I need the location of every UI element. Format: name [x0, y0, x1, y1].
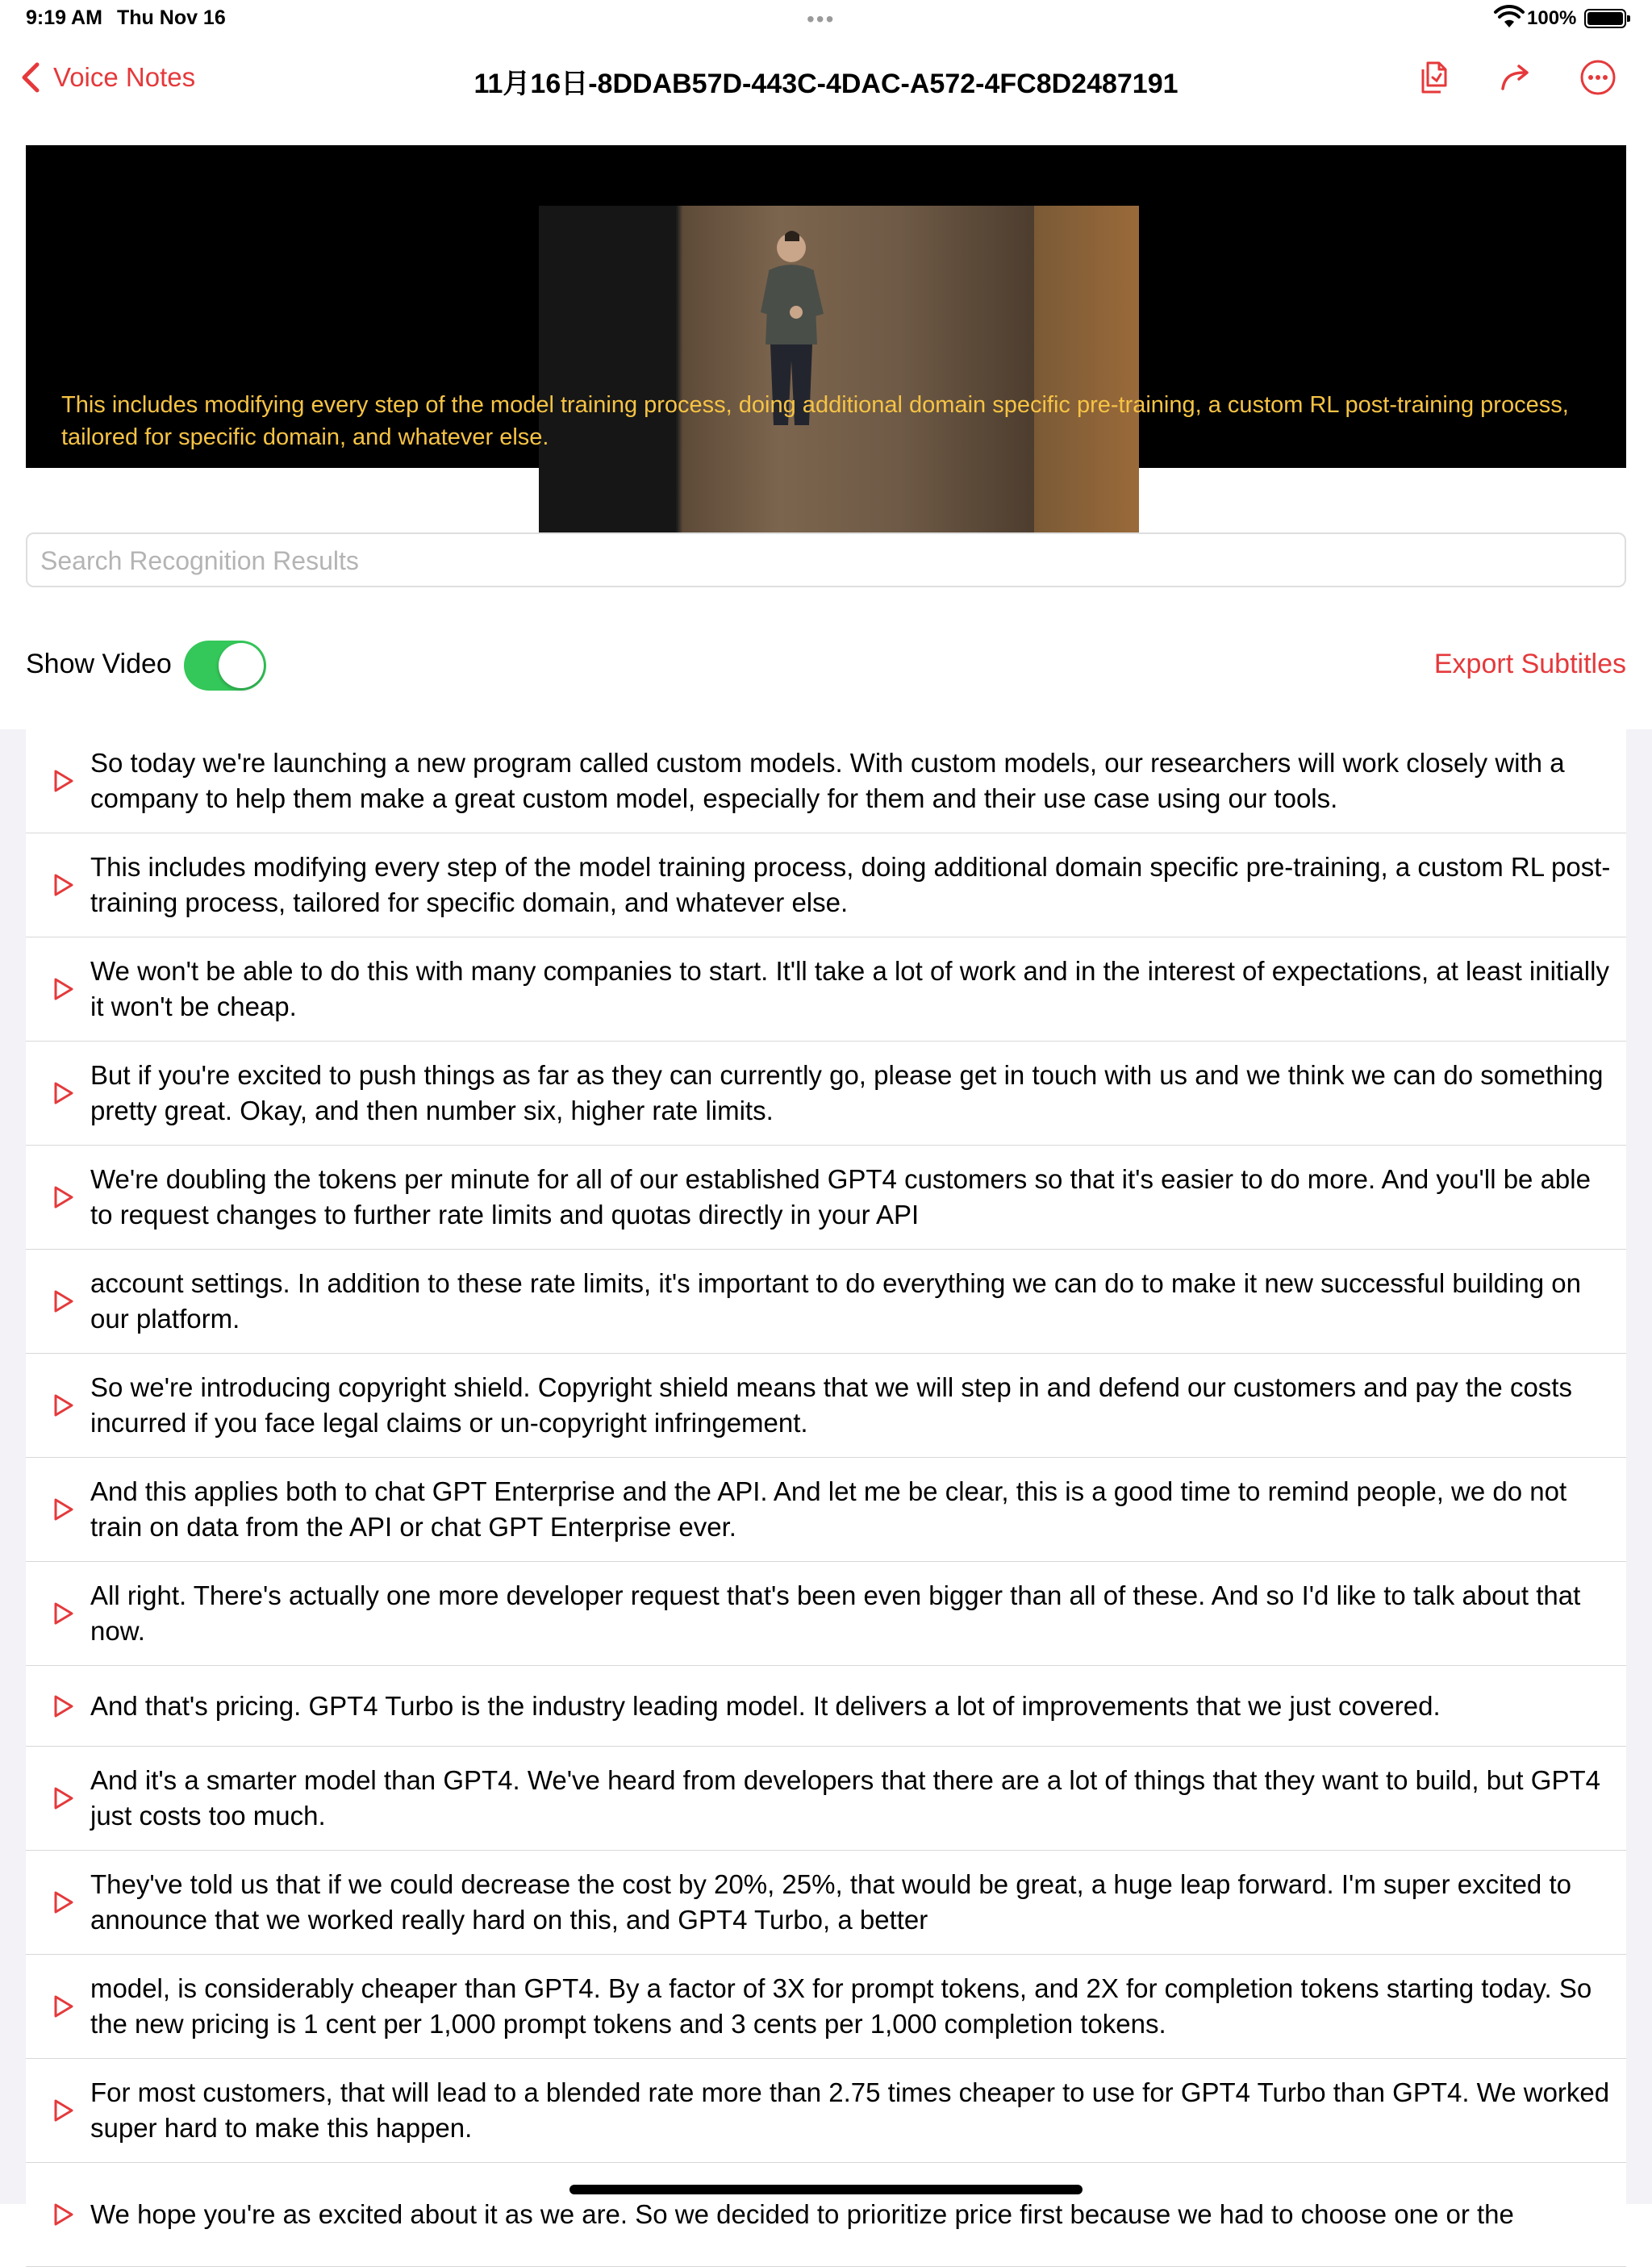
chevron-left-icon: [19, 61, 42, 94]
transcript-row[interactable]: [26, 2163, 1626, 2267]
toggle-knob: [219, 643, 264, 688]
play-icon[interactable]: [53, 1497, 74, 1522]
back-button[interactable]: [19, 60, 195, 95]
transcript-row[interactable]: [26, 833, 1626, 937]
transcript-text: And this applies both to chat GPT Enterprise and the API. And let me be clear, this is a good time to remind people, we do not train on data from the API or chat GPT Enterprise ever.: [90, 1476, 1567, 1542]
show-video-label: Show Video: [26, 649, 172, 679]
transcript-row[interactable]: [26, 729, 1626, 833]
play-icon[interactable]: [53, 1786, 74, 1810]
transcript-row[interactable]: [26, 1458, 1626, 1562]
share-button[interactable]: [1496, 56, 1538, 98]
back-button-label: Voice Notes: [53, 62, 196, 92]
search-input[interactable]: [39, 534, 1607, 587]
play-icon[interactable]: [53, 769, 74, 793]
play-icon[interactable]: [53, 1289, 74, 1313]
play-icon[interactable]: [53, 1185, 74, 1209]
transcript-text: model, is considerably cheaper than GPT4. By a factor of 3X for prompt tokens, and 2X for completion tokens starting today. So the new pricing is 1 cent per 1,000 prompt tokens and 3 cents per 1,000 completion tokens.: [90, 1973, 1592, 2039]
transcript-row[interactable]: [26, 1250, 1626, 1354]
battery-percent: 100%: [1527, 7, 1577, 29]
copy-doc-icon: [1415, 56, 1457, 98]
transcript-text: But if you're excited to push things as far as they can currently go, please get in touch with us and we think we can do something pretty great. Okay, and then number six, higher rate limits.: [90, 1060, 1604, 1125]
transcript-row[interactable]: [26, 1955, 1626, 2059]
transcript-row[interactable]: [26, 1146, 1626, 1250]
transcript-row[interactable]: [26, 1666, 1626, 1747]
wifi-icon: [1495, 6, 1524, 29]
transcript-text: We won't be able to do this with many companies to start. It'll take a lot of work and in the interest of expectations, at least initially it won't be cheap.: [90, 956, 1609, 1021]
play-icon[interactable]: [53, 1890, 74, 1914]
play-icon[interactable]: [53, 2098, 74, 2123]
transcript-text: They've told us that if we could decrease the cost by 20%, 25%, that would be great, a huge leap forward. I'm super excited to announce that we worked really hard on this, and GPT4 Turbo, a better: [90, 1869, 1571, 1935]
more-ellipsis-icon: [1577, 56, 1619, 98]
export-subtitles-button[interactable]: Export Subtitles: [1433, 649, 1626, 679]
video-subtitle: This includes modifying every step of the model training process, doing additional domain specific pre-training, a custom RL post-training process, tailored for specific domain, and whatever else.: [61, 392, 1569, 450]
transcript-text: We hope you're as excited about it as we are. So we decided to prioritize price first because we had to choose one or the: [90, 2199, 1514, 2229]
transcript-text: For most customers, that will lead to a blended rate more than 2.75 times cheaper to use for GPT4 Turbo than GPT4. We worked super hard to make this happen.: [90, 2077, 1610, 2143]
transcript-row[interactable]: [26, 1562, 1626, 1666]
transcript-row[interactable]: [26, 1042, 1626, 1146]
home-indicator[interactable]: [569, 2185, 1083, 2194]
transcript-text: This includes modifying every step of the model training process, doing additional domain specific pre-training, a custom RL post-training process, tailored for specific domain, and whatever else.: [90, 852, 1611, 917]
show-video-toggle[interactable]: [184, 641, 266, 691]
transcript-row[interactable]: [26, 1851, 1626, 1955]
transcript-text: And it's a smarter model than GPT4. We've heard from developers that there are a lot of things that they want to build, but GPT4 just costs too much.: [90, 1765, 1600, 1831]
share-arrow-icon: [1496, 56, 1538, 98]
page-title: 11月16日-8DDAB57D-443C-4DAC-A572-4FC8D2487191: [473, 69, 1179, 99]
multitasking-dots-icon[interactable]: •••: [807, 6, 836, 31]
play-icon[interactable]: [53, 1694, 74, 1718]
status-bar: [0, 0, 1652, 39]
play-icon[interactable]: [53, 977, 74, 1001]
copy-button[interactable]: [1415, 56, 1457, 98]
play-icon[interactable]: [53, 873, 74, 897]
transcript-text: We're doubling the tokens per minute for all of our established GPT4 customers so that it's easier to do more. And you'll be able to request changes to further rate limits and quotas directly in your API: [90, 1164, 1591, 1230]
transcript-row[interactable]: [26, 2059, 1626, 2163]
transcript-text: And that's pricing. GPT4 Turbo is the industry leading model. It delivers a lot of improvements that we just covered.: [90, 1690, 1441, 1721]
transcript-row[interactable]: [26, 1747, 1626, 1851]
battery-icon: [1584, 9, 1626, 28]
transcript-text: So today we're launching a new program called custom models. With custom models, our researchers will work closely with a company to help them make a great custom model, especially for them and their use case using our tools.: [90, 748, 1565, 813]
play-icon[interactable]: [53, 1601, 74, 1626]
more-button[interactable]: [1577, 56, 1619, 98]
play-icon[interactable]: [53, 2202, 74, 2227]
transcript-text: All right. There's actually one more developer request that's been even bigger than all of these. And so I'd like to talk about that now.: [90, 1580, 1581, 1646]
navigation-bar: [0, 45, 1652, 110]
transcript-row[interactable]: [26, 937, 1626, 1042]
search-bar[interactable]: [26, 532, 1626, 587]
play-icon[interactable]: [53, 1393, 74, 1417]
video-frame: [539, 206, 1139, 536]
transcript-text: So we're introducing copyright shield. Copyright shield means that we will step in and defend our customers and pay the costs incurred if you face legal claims or un-copyright infringement.: [90, 1372, 1572, 1438]
transcript-list-area: [0, 729, 1652, 2229]
play-icon[interactable]: [53, 1994, 74, 2019]
transcript-list: [26, 729, 1626, 2267]
play-icon[interactable]: [53, 1081, 74, 1105]
status-time: 9:19 AM: [26, 6, 102, 29]
transcript-text: account settings. In addition to these rate limits, it's important to do everything we can do to make it new successful building on our platform.: [90, 1268, 1581, 1334]
video-player[interactable]: [26, 145, 1626, 468]
transcript-row[interactable]: [26, 1354, 1626, 1458]
status-date: Thu Nov 16: [117, 6, 226, 29]
